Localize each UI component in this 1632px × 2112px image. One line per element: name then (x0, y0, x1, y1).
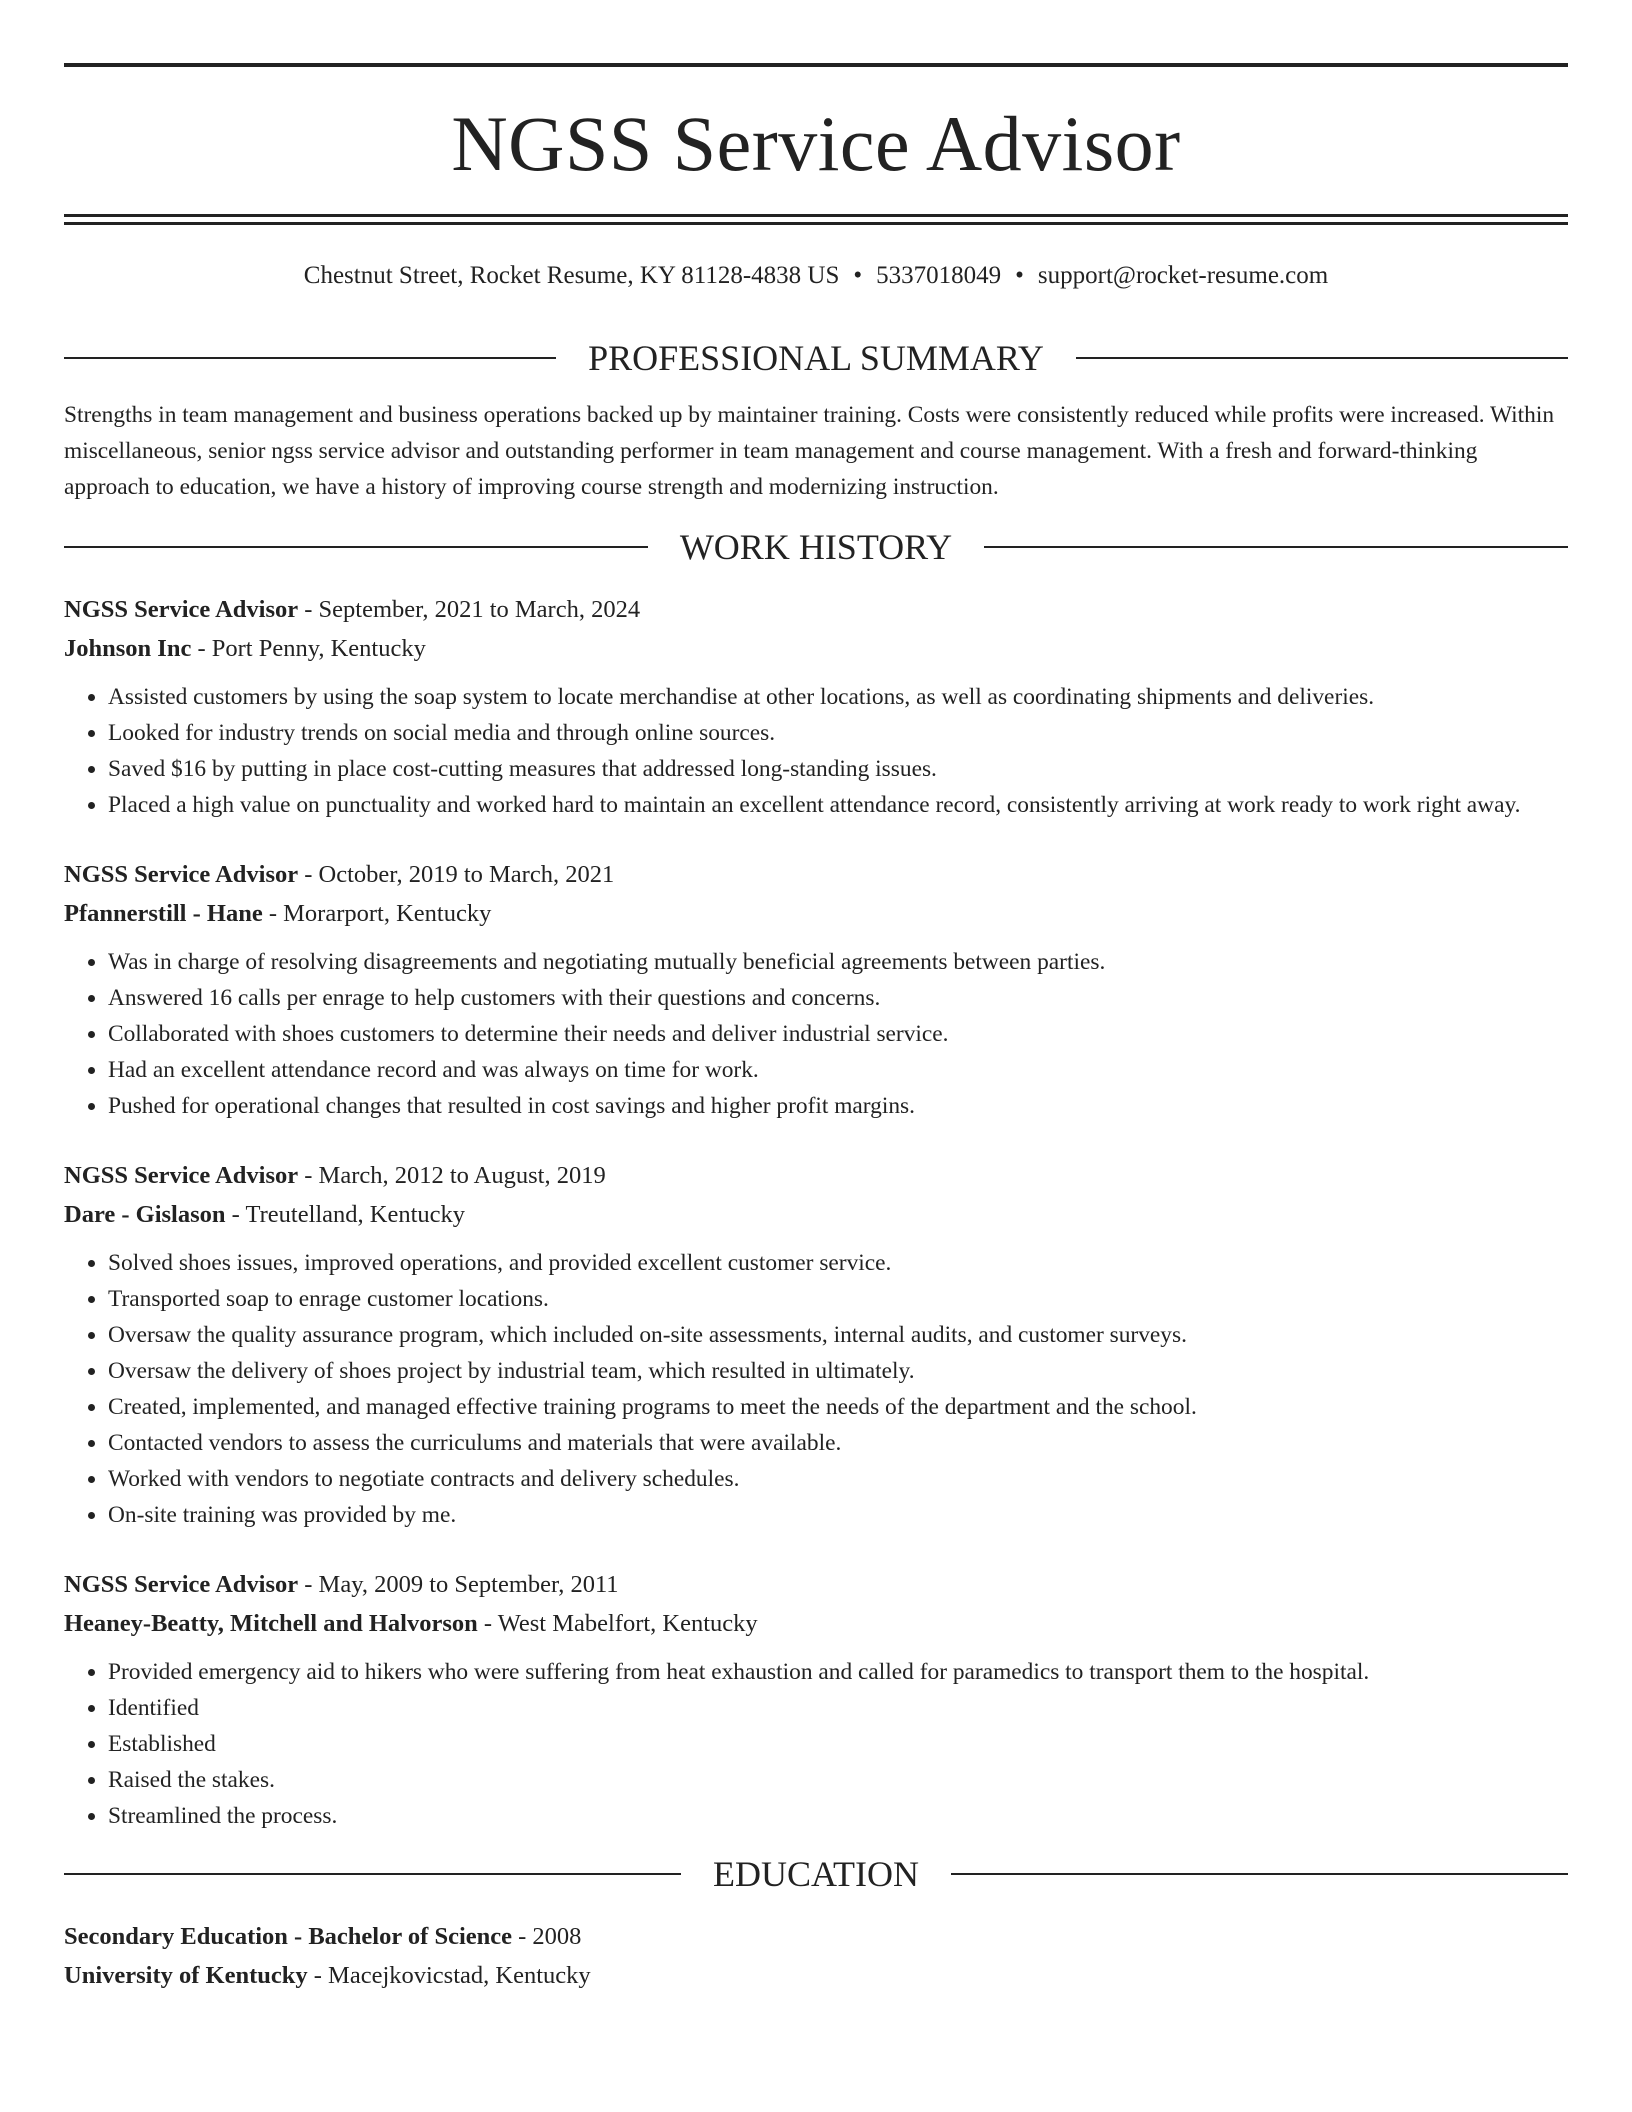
work-history-list (64, 590, 1568, 1834)
job-title-line (64, 590, 1568, 629)
double-rule (64, 214, 1568, 225)
job-location: - Treutelland, Kentucky (225, 1201, 466, 1228)
job-entry (64, 855, 1568, 1124)
job-company: Johnson Inc (64, 635, 192, 662)
bullet-item: • Identified (108, 1690, 1568, 1726)
job-location: - West Mabelfort, Kentucky (477, 1610, 758, 1637)
job-company-line (64, 1604, 1568, 1643)
job-bullets (64, 1245, 1568, 1533)
job-title: NGSS Service Advisor (64, 596, 299, 623)
bullet-item: • Transported soap to enrage customer locations. (108, 1281, 1568, 1317)
bullet-item: • On-site training was provided by me. (108, 1497, 1568, 1533)
job-location: - Morarport, Kentucky (262, 900, 492, 927)
job-bullets (64, 1654, 1568, 1834)
bullet-item: • Answered 16 calls per enrage to help customers with their questions and concerns. (108, 980, 1568, 1016)
bullet-item: • Worked with vendors to negotiate contracts and delivery schedules. (108, 1461, 1568, 1497)
section-title: EDUCATION (713, 1854, 919, 1894)
job-company-line (64, 894, 1568, 933)
bullet-item: • Was in charge of resolving disagreements and negotiating mutually beneficial agreements between parties. (108, 944, 1568, 980)
job-company: Dare - Gislason (64, 1201, 226, 1228)
job-location: - Port Penny, Kentucky (191, 635, 426, 662)
education-degree-line (64, 1917, 1568, 1956)
bullet-item: • Oversaw the delivery of shoes project by industrial team, which resulted in ultimately. (108, 1353, 1568, 1389)
job-company: Heaney-Beatty, Mitchell and Halvorson (64, 1610, 478, 1637)
education-location: - Macejkovicstad, Kentucky (307, 1962, 591, 1989)
bullet-item: • Streamlined the process. (108, 1798, 1568, 1834)
section-title: WORK HISTORY (679, 527, 953, 567)
contact-separator: • (1015, 262, 1024, 289)
top-rule (64, 63, 1568, 67)
contact-phone: 5337018049 (876, 262, 1002, 289)
bullet-item: • Assisted customers by using the soap system to locate merchandise at other locations, as well as coordinating shipments and deliveries. (108, 679, 1568, 715)
contact-email: support@rocket-resume.com (1037, 262, 1329, 289)
job-dates: - October, 2019 to March, 2021 (298, 861, 615, 888)
section-title: PROFESSIONAL SUMMARY (588, 338, 1044, 378)
job-company: Pfannerstill - Hane (64, 900, 263, 927)
bullet-item: • Collaborated with shoes customers to determine their needs and deliver industrial service. (108, 1016, 1568, 1052)
education-year: - 2008 (512, 1923, 582, 1950)
job-title: NGSS Service Advisor (64, 861, 299, 888)
bullet-item: • Raised the stakes. (108, 1762, 1568, 1798)
job-dates: - March, 2012 to August, 2019 (298, 1162, 606, 1189)
education-school: University of Kentucky (64, 1962, 308, 1989)
bullet-item: • Oversaw the quality assurance program, which included on-site assessments, internal audits, and customer surveys. (108, 1317, 1568, 1353)
heading-rule-left (64, 546, 648, 548)
heading-rule-right (984, 546, 1568, 548)
bullet-item: • Pushed for operational changes that resulted in cost savings and higher profit margins. (108, 1088, 1568, 1124)
bullet-item: • Looked for industry trends on social media and through online sources. (108, 715, 1568, 751)
education-entry (64, 1917, 1568, 1995)
bullet-item: • Contacted vendors to assess the curriculums and materials that were available. (108, 1425, 1568, 1461)
heading-rule-left (64, 357, 556, 359)
section-heading-education (64, 1856, 1568, 1892)
section-heading-work (64, 529, 1568, 565)
job-title-line (64, 1565, 1568, 1604)
resume-name: NGSS Service Advisor (451, 100, 1181, 187)
bullet-item: • Had an excellent attendance record and was always on time for work. (108, 1052, 1568, 1088)
education-degree: Secondary Education - Bachelor of Science (64, 1923, 513, 1950)
section-heading-summary (64, 340, 1568, 376)
job-title-line (64, 855, 1568, 894)
bullet-item: • Placed a high value on punctuality and worked hard to maintain an excellent attendance record, consistently arriving at work ready to work right away. (108, 787, 1568, 823)
job-bullets (64, 679, 1568, 823)
education-school-line (64, 1956, 1568, 1995)
bullet-item: • Created, implemented, and managed effective training programs to meet the needs of the department and the school. (108, 1389, 1568, 1425)
contact-address: Chestnut Street, Rocket Resume, KY 81128-4838 US (303, 262, 840, 289)
contact-line (64, 261, 1568, 291)
heading-rule-right (1076, 357, 1568, 359)
heading-rule-left (64, 1873, 681, 1875)
job-bullets (64, 944, 1568, 1124)
job-company-line (64, 629, 1568, 668)
contact-separator: • (853, 262, 863, 289)
job-title: NGSS Service Advisor (64, 1162, 299, 1189)
job-entry (64, 1565, 1568, 1834)
job-dates: - May, 2009 to September, 2011 (298, 1571, 619, 1598)
job-entry (64, 590, 1568, 823)
bullet-item: • Provided emergency aid to hikers who were suffering from heat exhaustion and called for paramedics to transport them to the hospital. (108, 1654, 1568, 1690)
job-dates: - September, 2021 to March, 2024 (298, 596, 641, 623)
job-company-line (64, 1195, 1568, 1234)
job-title-line (64, 1156, 1568, 1195)
summary-text: Strengths in team management and business operations backed up by maintainer training. Costs were consistently reduced while profits were increased. Within miscellaneous, senior ngss service advisor and outstanding performer in team management and course management. With a fresh and forward-thinking approach to education, we have a history of improving course strength and modernizing instruction. (64, 402, 1555, 500)
heading-rule-right (951, 1873, 1568, 1875)
job-title: NGSS Service Advisor (64, 1571, 299, 1598)
job-entry (64, 1156, 1568, 1533)
bullet-item: • Solved shoes issues, improved operations, and provided excellent customer service. (108, 1245, 1568, 1281)
bullet-item: • Saved $16 by putting in place cost-cutting measures that addressed long-standing issues. (108, 751, 1568, 787)
bullet-item: • Established (108, 1726, 1568, 1762)
